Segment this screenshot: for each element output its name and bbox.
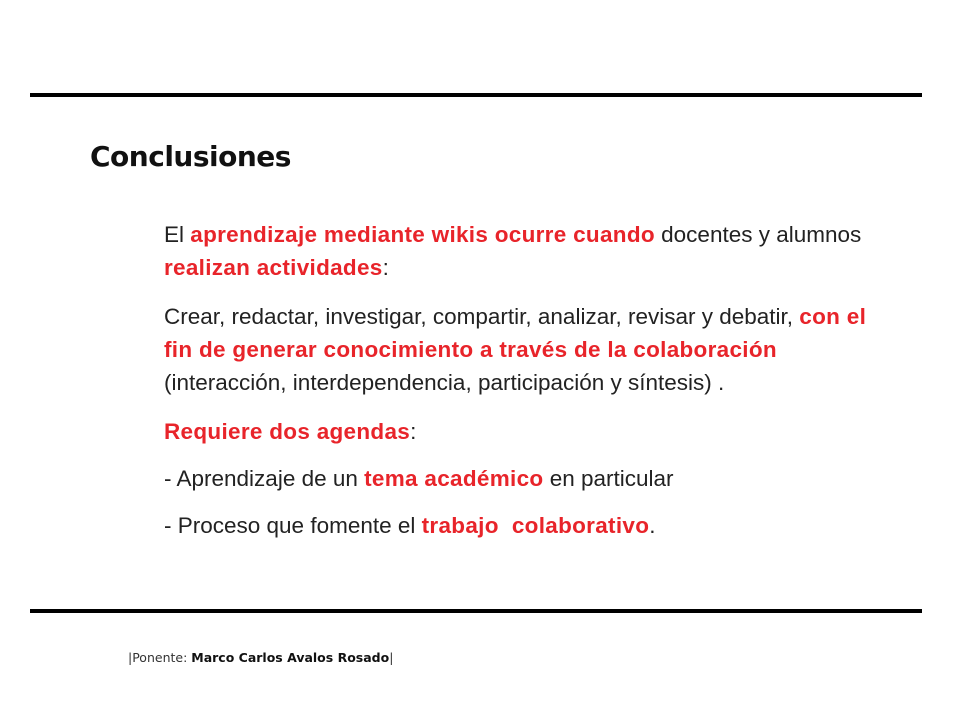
paragraph-agendas [164, 415, 888, 448]
text-run: (interacción, interdependencia, participación y síntesis) . [164, 370, 725, 395]
slide-body [164, 218, 888, 556]
list-item-collaborative-work [164, 509, 888, 542]
text-run: : [410, 419, 417, 444]
text-run: - Aprendizaje de un [164, 466, 365, 491]
bottom-divider [30, 609, 922, 613]
footer-prefix: |Ponente: [128, 650, 192, 665]
slide-title: Conclusiones [90, 140, 291, 173]
presenter-name: Marco Carlos Avalos Rosado [191, 650, 390, 665]
highlight-text: Requiere dos agendas [164, 419, 411, 444]
text-run: : [382, 255, 389, 280]
highlight-text: aprendizaje mediante wikis ocurre cuando [190, 222, 655, 247]
highlight-text: trabajo colaborativo [421, 513, 650, 538]
text-run: . [649, 513, 656, 538]
list-item-academic-topic [164, 462, 888, 495]
top-divider [30, 93, 922, 97]
highlight-text: realizan actividades [164, 255, 383, 280]
paragraph-definition [164, 218, 888, 284]
text-run: El [164, 222, 191, 247]
presenter-footer [128, 650, 393, 665]
text-run: Crear, redactar, investigar, compartir, analizar, revisar y debatir, [164, 304, 800, 329]
paragraph-activities [164, 300, 888, 399]
highlight-text: tema académico [364, 466, 544, 491]
footer-suffix: | [389, 650, 394, 665]
text-run: - Proceso que fomente el [164, 513, 422, 538]
text-run: docentes y alumnos [654, 222, 862, 247]
text-run: en particular [543, 466, 674, 491]
highlight-text: con el fin de generar conocimiento a través de la colaboración [164, 304, 867, 362]
